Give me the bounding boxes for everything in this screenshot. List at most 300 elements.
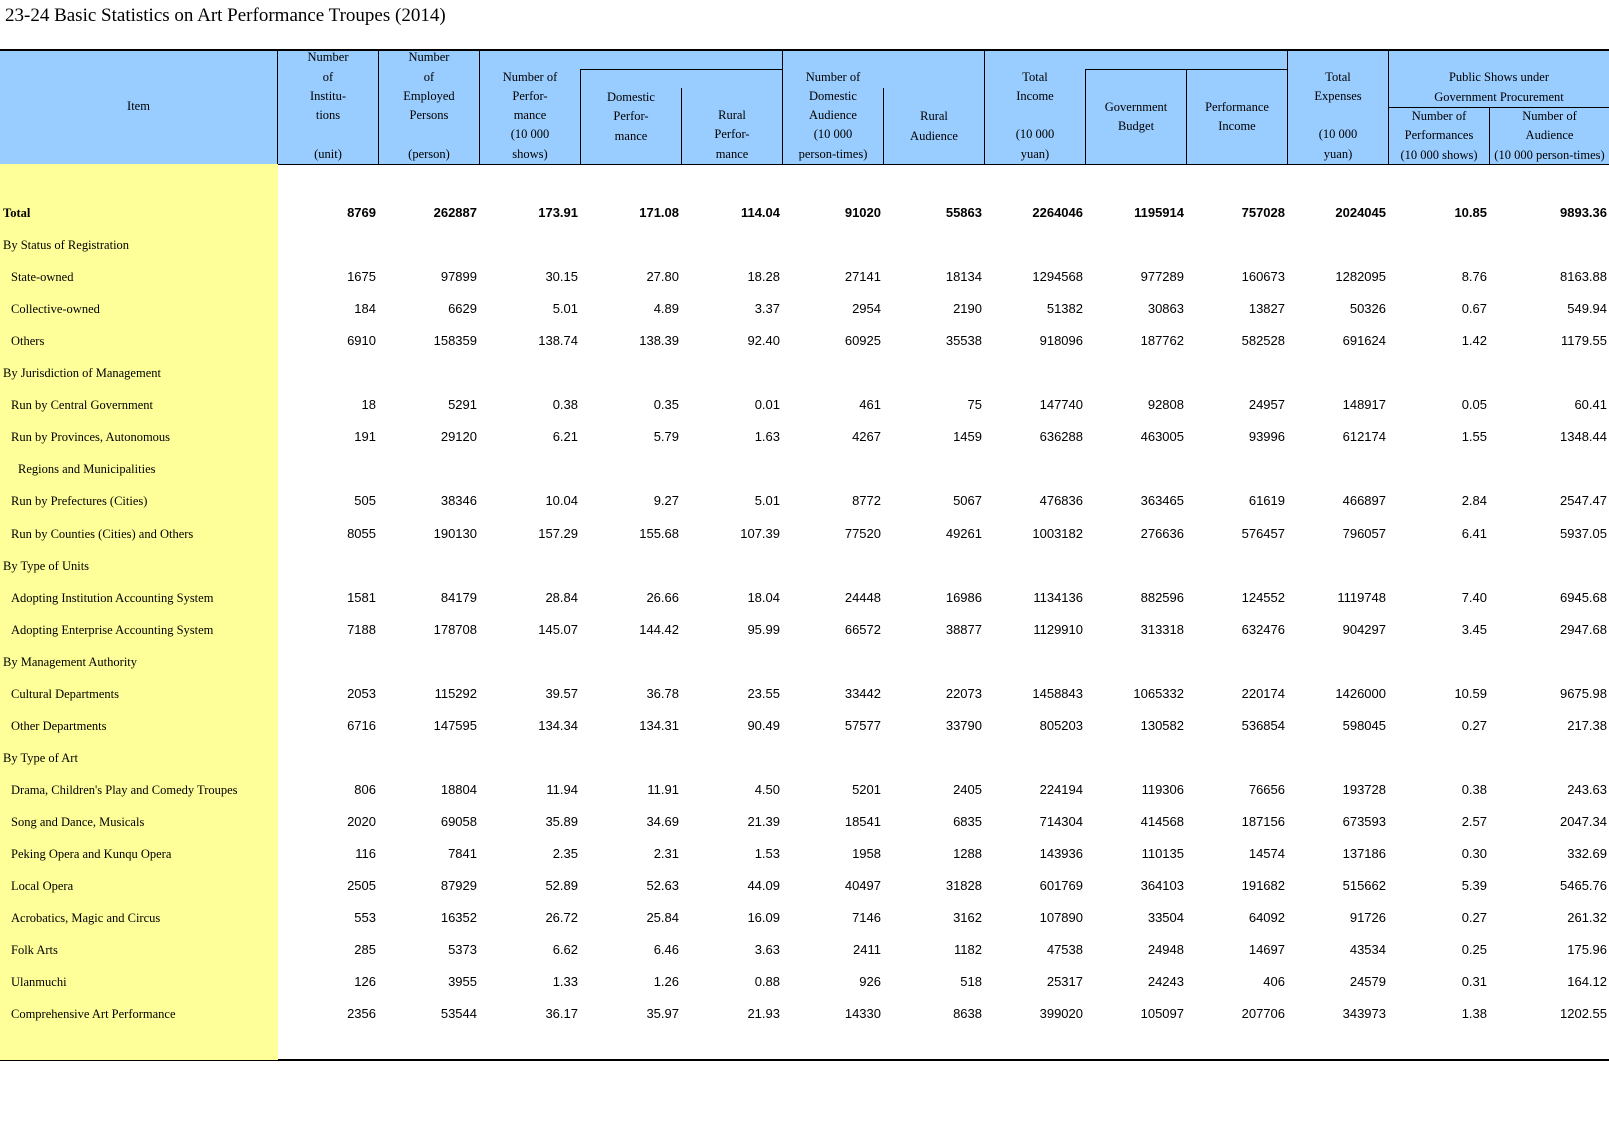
row-value: 1195914 <box>1134 205 1184 220</box>
row-value: 147740 <box>1039 397 1083 413</box>
row-value: 147595 <box>433 717 477 733</box>
row-value: 0.25 <box>1461 942 1487 958</box>
row-value: 105097 <box>1140 1006 1184 1022</box>
row-label: Run by Provinces, Autonomous <box>11 430 171 445</box>
row-value: 95.99 <box>747 621 780 637</box>
row-value: 92.40 <box>747 333 780 349</box>
row-label: By Jurisdiction of Management <box>3 366 161 381</box>
table-row <box>0 293 1609 325</box>
row-value: 3.63 <box>754 942 780 958</box>
row-value: 9.27 <box>653 493 679 509</box>
row-value: 40497 <box>844 878 881 894</box>
row-value: 75 <box>967 397 982 413</box>
row-value: 536854 <box>1241 717 1285 733</box>
row-value: 918096 <box>1039 333 1083 349</box>
table-row <box>0 710 1609 742</box>
row-value: 757028 <box>1241 205 1285 220</box>
table-row <box>0 774 1609 806</box>
row-value: 24448 <box>844 589 881 605</box>
row-value: 6.62 <box>552 942 578 958</box>
row-value: 2.57 <box>1461 813 1487 829</box>
row-value: 33504 <box>1147 910 1184 926</box>
row-label: Folk Arts <box>11 943 58 958</box>
row-value: 406 <box>1263 974 1285 990</box>
row-label: Run by Counties (Cities) and Others <box>11 526 194 541</box>
row-value: 36.17 <box>545 1006 578 1022</box>
table-row <box>0 678 1609 710</box>
row-value: 1182 <box>954 942 982 958</box>
row-value: 26.72 <box>545 910 578 926</box>
row-value: 2024045 <box>1335 205 1386 220</box>
row-value: 126 <box>354 974 376 990</box>
row-value: 0.27 <box>1461 910 1487 926</box>
header-rural-performance: Rural Perfor- mance <box>714 108 750 161</box>
row-value: 158359 <box>433 333 477 349</box>
row-label: Collective-owned <box>11 302 100 317</box>
header-num-audience: Number of Audience (10 000 person-times) <box>1494 109 1605 162</box>
row-value: 0.88 <box>754 974 780 990</box>
row-value: 4267 <box>852 429 881 445</box>
row-value: 60925 <box>844 333 881 349</box>
row-value: 1348.44 <box>1560 429 1607 445</box>
header-government-budget: Government Budget <box>1104 99 1168 133</box>
row-value: 632476 <box>1241 621 1285 637</box>
row-value: 84179 <box>440 589 477 605</box>
row-value: 50326 <box>1349 301 1386 317</box>
table-row <box>0 485 1609 517</box>
row-value: 49261 <box>945 525 982 541</box>
row-value: 6716 <box>347 717 376 733</box>
row-label: By Type of Units <box>3 558 90 573</box>
row-value: 806 <box>354 781 376 797</box>
row-value: 2954 <box>852 301 881 317</box>
row-value: 191682 <box>1241 878 1285 894</box>
row-value: 24957 <box>1248 397 1285 413</box>
row-label: Ulanmuchi <box>11 975 67 990</box>
row-label: Run by Central Government <box>11 398 153 413</box>
row-value: 1426000 <box>1335 685 1386 701</box>
row-value: 1.53 <box>754 846 780 861</box>
table-row <box>0 742 1609 774</box>
row-value: 691624 <box>1342 333 1386 349</box>
row-value: 27.80 <box>646 269 679 285</box>
row-value: 11.91 <box>647 781 679 797</box>
row-value: 35.89 <box>545 813 578 829</box>
row-value: 0.38 <box>552 397 578 413</box>
row-value: 2.84 <box>1461 493 1487 509</box>
header-domestic-performance: Domestic Perfor- mance <box>607 90 655 143</box>
row-value: 549.94 <box>1567 301 1607 317</box>
row-value: 24579 <box>1349 974 1386 990</box>
row-label: Comprehensive Art Performance <box>11 1007 176 1022</box>
row-value: 0.67 <box>1461 301 1487 317</box>
row-value: 115292 <box>434 685 477 701</box>
row-value: 1.55 <box>1461 429 1487 445</box>
row-value: 2947.68 <box>1560 621 1607 637</box>
row-value: 243.63 <box>1567 781 1607 797</box>
row-value: 796057 <box>1342 525 1386 541</box>
row-value: 29120 <box>440 429 477 445</box>
row-value: 187156 <box>1241 813 1285 829</box>
row-value: 38877 <box>945 621 982 637</box>
row-value: 8769 <box>347 205 376 220</box>
row-value: 463005 <box>1140 429 1184 445</box>
row-value: 155.68 <box>639 525 679 541</box>
row-label: By Management Authority <box>3 654 138 669</box>
row-value: 160673 <box>1241 269 1285 285</box>
row-value: 24948 <box>1147 942 1184 958</box>
row-value: 22073 <box>945 685 982 701</box>
row-value: 3955 <box>448 974 477 990</box>
row-value: 7.40 <box>1461 589 1487 605</box>
row-value: 2053 <box>347 685 376 701</box>
row-value: 217.38 <box>1567 717 1607 733</box>
row-value: 1003182 <box>1032 525 1083 541</box>
row-value: 1458843 <box>1032 685 1083 701</box>
header-employed: Number of Employed Persons (person) <box>403 50 455 161</box>
row-value: 364103 <box>1140 878 1184 894</box>
row-value: 977289 <box>1140 269 1184 285</box>
row-value: 18134 <box>945 269 982 285</box>
row-value: 5.01 <box>552 301 578 317</box>
row-label: Regions and Municipalities <box>18 462 156 477</box>
row-value: 51382 <box>1046 301 1083 317</box>
table-row <box>0 998 1609 1030</box>
row-label: Drama, Children's Play and Comedy Troupes <box>11 782 238 797</box>
row-value: 515662 <box>1342 878 1386 894</box>
row-value: 4.50 <box>754 781 780 797</box>
row-value: 60.41 <box>1574 397 1607 413</box>
row-value: 143936 <box>1039 846 1083 861</box>
row-value: 1958 <box>852 846 881 861</box>
header-performance-income: Performance Income <box>1205 99 1269 133</box>
row-value: 47538 <box>1046 942 1083 958</box>
row-value: 1065332 <box>1133 685 1184 701</box>
row-value: 10.04 <box>545 493 578 509</box>
table-row <box>0 261 1609 293</box>
row-value: 9675.98 <box>1560 685 1607 701</box>
row-value: 5.01 <box>754 493 780 509</box>
table-row <box>0 453 1609 485</box>
row-value: 134.34 <box>538 717 578 733</box>
row-value: 0.35 <box>653 397 679 413</box>
row-value: 476836 <box>1039 493 1083 509</box>
row-value: 39.57 <box>545 685 578 701</box>
row-value: 53544 <box>440 1006 477 1022</box>
header-performance: Number of Perfor- mance (10 000 shows) <box>502 69 558 161</box>
row-value: 313318 <box>1140 621 1184 637</box>
row-value: 904297 <box>1342 621 1386 637</box>
row-value: 38346 <box>440 493 477 509</box>
row-value: 1.63 <box>754 429 780 445</box>
header-public-shows: Public Shows under Government Procurement <box>1434 70 1564 104</box>
row-value: 21.93 <box>747 1006 780 1022</box>
row-label: Song and Dance, Musicals <box>11 814 145 829</box>
row-value: 2405 <box>953 781 982 797</box>
row-value: 414568 <box>1140 813 1184 829</box>
row-value: 92808 <box>1147 397 1184 413</box>
row-value: 1459 <box>953 429 982 445</box>
row-value: 25317 <box>1046 974 1083 990</box>
row-value: 77520 <box>844 525 881 541</box>
row-value: 0.27 <box>1461 717 1487 733</box>
row-value: 3.37 <box>754 301 780 317</box>
table-row <box>0 197 1609 229</box>
row-value: 6.41 <box>1461 525 1487 541</box>
row-value: 107.39 <box>740 525 780 541</box>
row-value: 33442 <box>844 685 881 701</box>
row-value: 14697 <box>1248 942 1285 958</box>
row-value: 28.84 <box>545 589 578 605</box>
row-label: Acrobatics, Magic and Circus <box>11 911 161 926</box>
row-value: 6910 <box>347 333 376 349</box>
row-value: 612174 <box>1342 429 1386 445</box>
row-value: 2.31 <box>653 846 679 861</box>
row-value: 673593 <box>1342 813 1386 829</box>
row-label: Adopting Institution Accounting System <box>11 590 214 605</box>
row-value: 582528 <box>1241 333 1285 349</box>
row-value: 18 <box>361 397 376 413</box>
row-value: 9893.36 <box>1560 205 1607 220</box>
row-value: 261.32 <box>1567 910 1607 926</box>
row-value: 91020 <box>844 205 881 220</box>
table-row <box>0 325 1609 357</box>
row-value: 171.08 <box>639 205 679 220</box>
row-value: 31828 <box>945 878 982 894</box>
row-value: 332.69 <box>1567 846 1607 861</box>
row-value: 36.78 <box>646 685 679 701</box>
header-institutions: Number of Institu- tions (unit) <box>307 50 349 161</box>
row-value: 27141 <box>844 269 881 285</box>
row-value: 0.05 <box>1461 397 1487 413</box>
row-value: 24243 <box>1147 974 1184 990</box>
row-value: 505 <box>354 493 376 509</box>
row-value: 1179.55 <box>1560 333 1607 349</box>
row-value: 57577 <box>844 717 881 733</box>
row-value: 1129910 <box>1033 621 1083 637</box>
row-value: 26.66 <box>646 589 679 605</box>
header-num-performances: Number of Performances (10 000 shows) <box>1400 109 1478 162</box>
row-value: 164.12 <box>1567 974 1607 990</box>
row-value: 190130 <box>433 525 477 541</box>
row-value: 187762 <box>1140 333 1184 349</box>
row-value: 43534 <box>1349 942 1386 958</box>
row-value: 553 <box>354 910 376 926</box>
row-value: 6.46 <box>653 942 679 958</box>
row-value: 97899 <box>440 269 477 285</box>
row-value: 5201 <box>852 781 881 797</box>
row-label: By Status of Registration <box>3 238 130 253</box>
row-value: 1288 <box>953 846 982 861</box>
row-value: 5067 <box>953 493 982 509</box>
row-value: 8.76 <box>1461 269 1487 285</box>
row-value: 52.63 <box>646 878 679 894</box>
row-value: 363465 <box>1140 493 1184 509</box>
table-row <box>0 966 1609 998</box>
row-value: 130582 <box>1140 717 1184 733</box>
table-row <box>0 550 1609 582</box>
row-value: 66572 <box>844 621 881 637</box>
row-value: 7188 <box>347 621 376 637</box>
row-label: Cultural Departments <box>11 686 119 701</box>
table-row <box>0 902 1609 934</box>
row-value: 5465.76 <box>1560 878 1607 894</box>
row-value: 8638 <box>953 1006 982 1022</box>
row-value: 10.59 <box>1454 685 1487 701</box>
row-value: 55863 <box>945 205 982 220</box>
row-value: 21.39 <box>747 813 780 829</box>
row-value: 184 <box>354 301 376 317</box>
row-value: 30863 <box>1147 301 1184 317</box>
row-value: 175.96 <box>1567 942 1607 958</box>
row-value: 8163.88 <box>1560 269 1607 285</box>
row-value: 0.30 <box>1461 846 1487 861</box>
table-row <box>0 389 1609 421</box>
row-value: 224194 <box>1039 781 1083 797</box>
row-value: 0.01 <box>754 397 780 413</box>
row-value: 144.42 <box>639 621 679 637</box>
row-value: 137186 <box>1342 846 1386 861</box>
row-value: 91726 <box>1349 910 1386 926</box>
row-value: 601769 <box>1039 878 1083 894</box>
row-value: 44.09 <box>747 878 780 894</box>
row-value: 134.31 <box>639 717 679 733</box>
row-value: 193728 <box>1342 781 1386 797</box>
row-label: Adopting Enterprise Accounting System <box>11 622 214 637</box>
row-value: 18.04 <box>747 589 780 605</box>
row-label: State-owned <box>11 270 74 285</box>
table-row <box>0 870 1609 902</box>
row-value: 3.45 <box>1461 621 1487 637</box>
row-value: 173.91 <box>538 205 578 220</box>
row-value: 138.39 <box>639 333 679 349</box>
row-value: 636288 <box>1039 429 1083 445</box>
row-value: 2411 <box>853 942 881 958</box>
row-label: Other Departments <box>11 718 107 733</box>
row-value: 2190 <box>953 301 982 317</box>
row-value: 6629 <box>448 301 477 317</box>
row-value: 1.26 <box>653 974 679 990</box>
row-value: 14574 <box>1248 846 1285 861</box>
row-value: 61619 <box>1248 493 1285 509</box>
row-value: 16986 <box>945 589 982 605</box>
row-value: 343973 <box>1342 1006 1386 1022</box>
row-value: 25.84 <box>646 910 679 926</box>
page-title: 23-24 Basic Statistics on Art Performance Troupes (2014) <box>5 5 446 26</box>
row-value: 6945.68 <box>1560 589 1607 605</box>
row-value: 2547.47 <box>1560 493 1607 509</box>
row-value: 69058 <box>440 813 477 829</box>
row-value: 124552 <box>1241 589 1285 605</box>
row-value: 5291 <box>448 397 477 413</box>
row-value: 6.21 <box>552 429 578 445</box>
row-label: Total <box>3 206 31 220</box>
row-value: 119306 <box>1141 781 1184 797</box>
row-value: 7146 <box>852 910 881 926</box>
row-value: 138.74 <box>538 333 578 349</box>
header-rural-audience: Rural Audience <box>910 109 958 143</box>
row-value: 2264046 <box>1032 205 1083 220</box>
row-value: 64092 <box>1248 910 1285 926</box>
row-value: 3162 <box>953 910 982 926</box>
row-value: 13827 <box>1248 301 1285 317</box>
row-value: 116 <box>355 846 376 861</box>
row-value: 207706 <box>1241 1006 1285 1022</box>
row-value: 220174 <box>1241 685 1285 701</box>
row-value: 33790 <box>945 717 982 733</box>
header-domestic-audience: Number of Domestic Audience (10 000 person-times) <box>798 69 868 161</box>
row-value: 110135 <box>1141 846 1184 861</box>
row-value: 90.49 <box>747 717 780 733</box>
row-value: 0.31 <box>1461 974 1487 990</box>
row-value: 461 <box>859 397 881 413</box>
row-value: 2505 <box>347 878 376 894</box>
row-value: 262887 <box>433 205 477 220</box>
row-label: Run by Prefectures (Cities) <box>11 494 148 509</box>
table-row <box>0 646 1609 678</box>
row-value: 2.35 <box>552 846 578 861</box>
row-value: 6835 <box>953 813 982 829</box>
row-value: 276636 <box>1140 525 1184 541</box>
row-value: 714304 <box>1039 813 1083 829</box>
row-value: 805203 <box>1039 717 1083 733</box>
row-value: 107890 <box>1039 910 1083 926</box>
row-value: 52.89 <box>545 878 578 894</box>
row-value: 1675 <box>347 269 376 285</box>
table-row <box>0 934 1609 966</box>
row-value: 598045 <box>1342 717 1386 733</box>
row-value: 5.79 <box>653 429 679 445</box>
row-value: 76656 <box>1248 781 1285 797</box>
row-value: 518 <box>960 974 982 990</box>
row-value: 399020 <box>1039 1006 1083 1022</box>
table-row <box>0 806 1609 838</box>
row-value: 926 <box>859 974 881 990</box>
row-value: 157.29 <box>538 525 578 541</box>
row-value: 178708 <box>433 621 477 637</box>
table-row <box>0 229 1609 261</box>
row-value: 4.89 <box>653 301 679 317</box>
row-value: 1294568 <box>1032 269 1083 285</box>
row-value: 2047.34 <box>1560 813 1607 829</box>
header-total-income: Total Income (10 000 yuan) <box>1015 69 1055 161</box>
row-value: 1119748 <box>1337 589 1386 605</box>
row-label: Others <box>11 334 45 349</box>
row-value: 285 <box>354 942 376 958</box>
row-value: 5937.05 <box>1560 525 1607 541</box>
row-value: 2020 <box>347 813 376 829</box>
row-value: 466897 <box>1342 493 1386 509</box>
row-value: 16.09 <box>747 910 780 926</box>
row-value: 35538 <box>945 333 982 349</box>
row-value: 0.38 <box>1461 781 1487 797</box>
row-value: 1282095 <box>1335 269 1386 285</box>
row-value: 8055 <box>347 525 376 541</box>
row-value: 191 <box>354 429 376 445</box>
row-value: 11.94 <box>546 781 578 797</box>
row-value: 14330 <box>844 1006 881 1022</box>
row-value: 2356 <box>347 1006 376 1022</box>
row-label: Peking Opera and Kunqu Opera <box>11 847 172 861</box>
table-row <box>0 838 1609 870</box>
table-row <box>0 614 1609 646</box>
table-row <box>0 582 1609 614</box>
header-total-expenses: Total Expenses (10 000 yuan) <box>1314 69 1362 161</box>
row-label: Local Opera <box>11 879 74 894</box>
row-value: 1.38 <box>1461 1006 1487 1022</box>
row-value: 87929 <box>440 878 477 894</box>
row-value: 576457 <box>1241 525 1285 541</box>
